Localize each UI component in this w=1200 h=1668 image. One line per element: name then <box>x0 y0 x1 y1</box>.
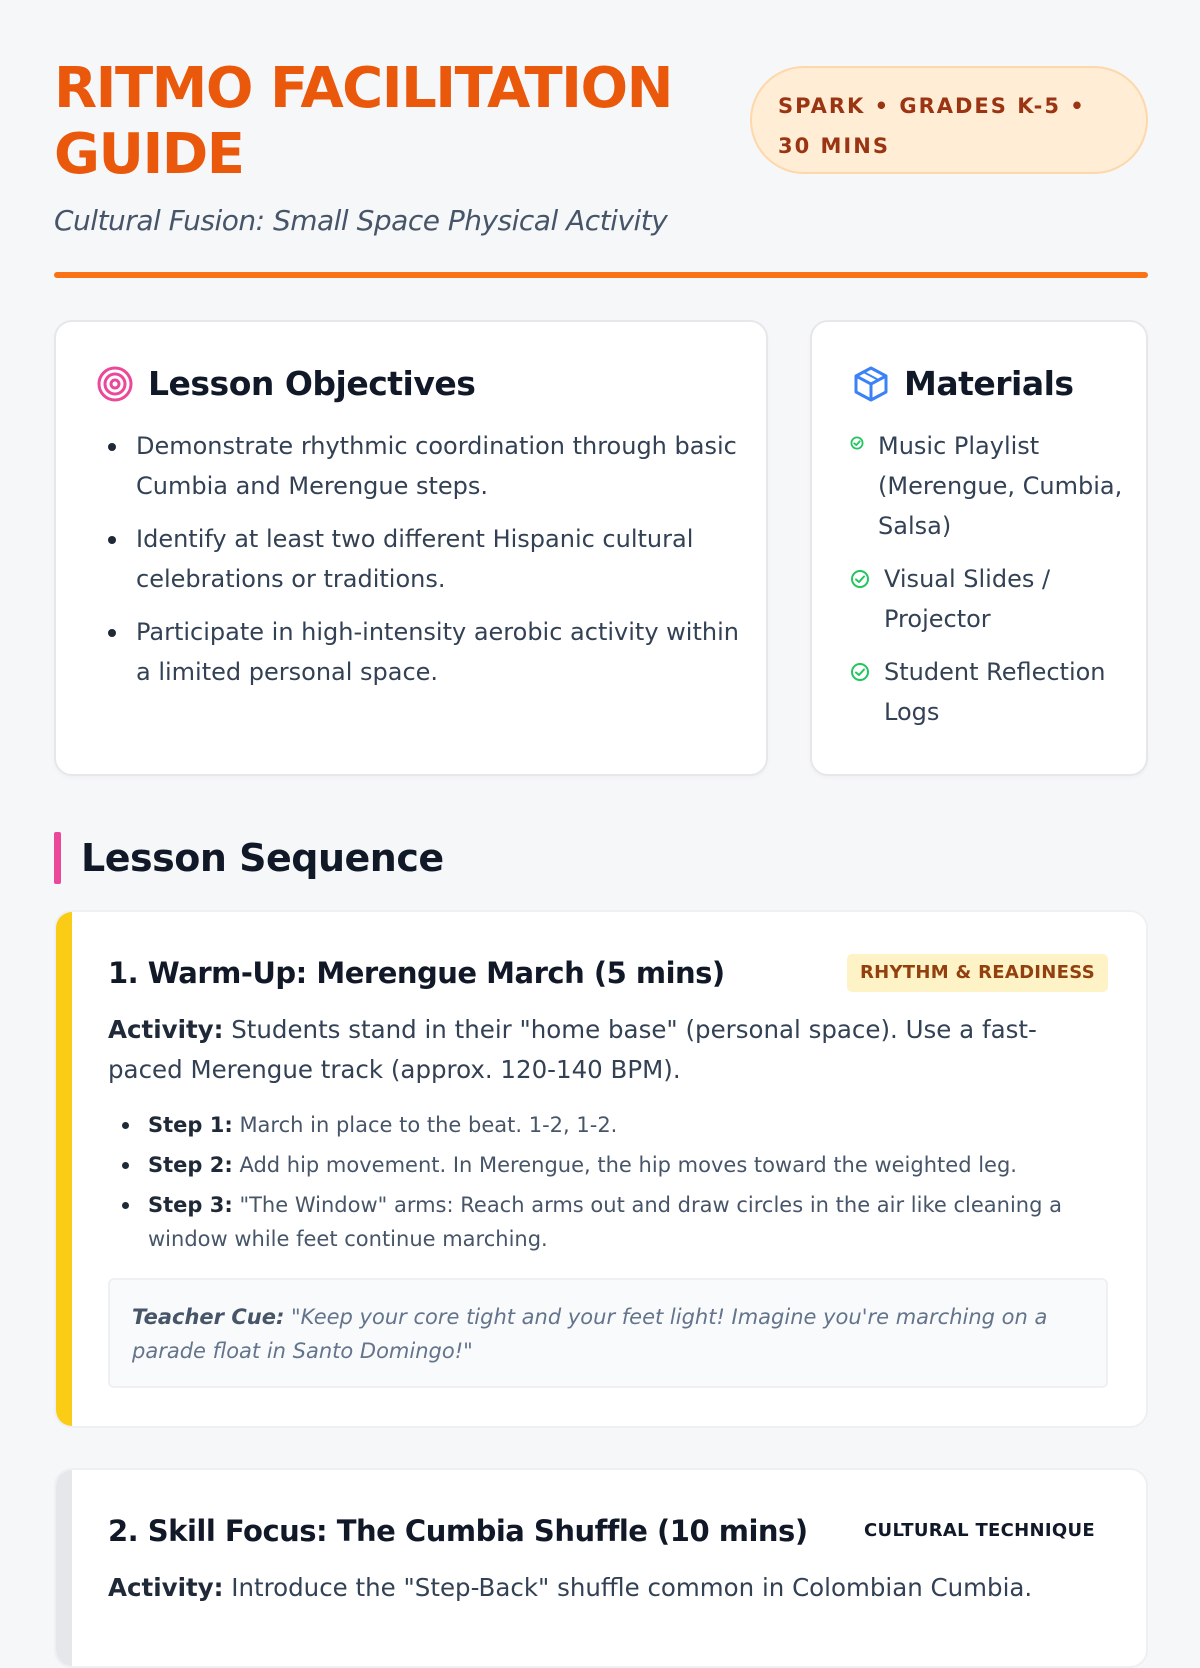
material-label: Music Playlist (Merengue, Cumbia, Salsa) <box>878 432 1123 540</box>
materials-list <box>850 426 1140 745</box>
cue-text: "Keep your core tight and your feet light! Imagine you're marching on a parade float in Santo Domingo!" <box>132 1305 1048 1363</box>
objectives-heading: Lesson Objectives <box>148 364 476 403</box>
objective-item: Demonstrate rhythmic coordination through basic Cumbia and Merengue steps. <box>96 426 746 506</box>
header-divider <box>54 272 1148 278</box>
page-subtitle: Cultural Fusion: Small Space Physical Activity <box>54 204 668 237</box>
section-accent-bar <box>54 832 61 884</box>
step-card-skill-focus <box>54 1468 1148 1668</box>
objective-item: Participate in high-intensity aerobic activity within a limited personal space. <box>96 612 746 692</box>
activity-text: Introduce the "Step-Back" shuffle common in Colombian Cumbia. <box>223 1573 1033 1602</box>
substep-item <box>108 1188 1088 1256</box>
materials-header <box>852 364 1074 403</box>
substep-text: "The Window" arms: Reach arms out and draw circles in the air like cleaning a window while feet continue marching. <box>148 1193 1062 1251</box>
step-activity <box>108 1010 1098 1090</box>
step-tag: RHYTHM & READINESS <box>847 954 1108 992</box>
substep-item <box>108 1148 1088 1182</box>
lesson-sequence-heading <box>54 832 444 884</box>
material-label: Visual Slides / Projector <box>884 565 1051 633</box>
activity-label: Activity: <box>108 1015 224 1044</box>
objective-item: Identify at least two different Hispanic cultural celebrations or traditions. <box>96 519 746 599</box>
substep-label: Step 2: <box>148 1153 233 1177</box>
material-item <box>850 559 1140 639</box>
substep-label: Step 1: <box>148 1113 233 1137</box>
step-activity <box>108 1568 1098 1608</box>
objectives-list <box>96 426 746 705</box>
substep-item <box>108 1108 1088 1142</box>
facilitation-guide-page <box>54 0 1148 1602</box>
substep-text: March in place to the beat. 1-2, 1-2. <box>232 1113 618 1137</box>
materials-card <box>810 320 1148 776</box>
material-label: Student Reflection Logs <box>884 658 1106 726</box>
objectives-header <box>96 364 475 403</box>
step-accent-bar <box>56 1470 72 1666</box>
activity-label: Activity: <box>108 1573 224 1602</box>
substep-label: Step 3: <box>148 1193 233 1217</box>
box-icon <box>852 365 890 403</box>
program-badge: SPARK • GRADES K-5 • 30 MINS <box>750 66 1148 174</box>
step-card-warm-up <box>54 910 1148 1428</box>
cue-label: Teacher Cue: <box>132 1305 285 1329</box>
material-item <box>850 426 1140 546</box>
materials-heading: Materials <box>904 364 1074 403</box>
step-title: 1. Warm-Up: Merengue March (5 mins) <box>108 956 725 990</box>
substeps-list <box>108 1108 1088 1262</box>
teacher-cue-box <box>108 1278 1108 1388</box>
page-title: RITMO FACILITATION GUIDE <box>54 56 672 187</box>
material-item <box>850 652 1140 732</box>
section-title: Lesson Sequence <box>81 836 444 880</box>
header <box>54 0 1148 282</box>
step-tag: CULTURAL TECHNIQUE <box>864 1520 1095 1541</box>
objectives-card <box>54 320 768 776</box>
step-title: 2. Skill Focus: The Cumbia Shuffle (10 mins) <box>108 1514 808 1548</box>
step-accent-bar <box>56 912 72 1426</box>
activity-text: Students stand in their "home base" (personal space). Use a fast-paced Merengue track (approx. 120-140 BPM). <box>108 1015 1037 1084</box>
check-circle-icon <box>850 662 870 682</box>
check-circle-icon <box>850 436 864 450</box>
substep-text: Add hip movement. In Merengue, the hip moves toward the weighted leg. <box>232 1153 1017 1177</box>
check-circle-icon <box>850 569 870 589</box>
target-icon <box>96 365 134 403</box>
